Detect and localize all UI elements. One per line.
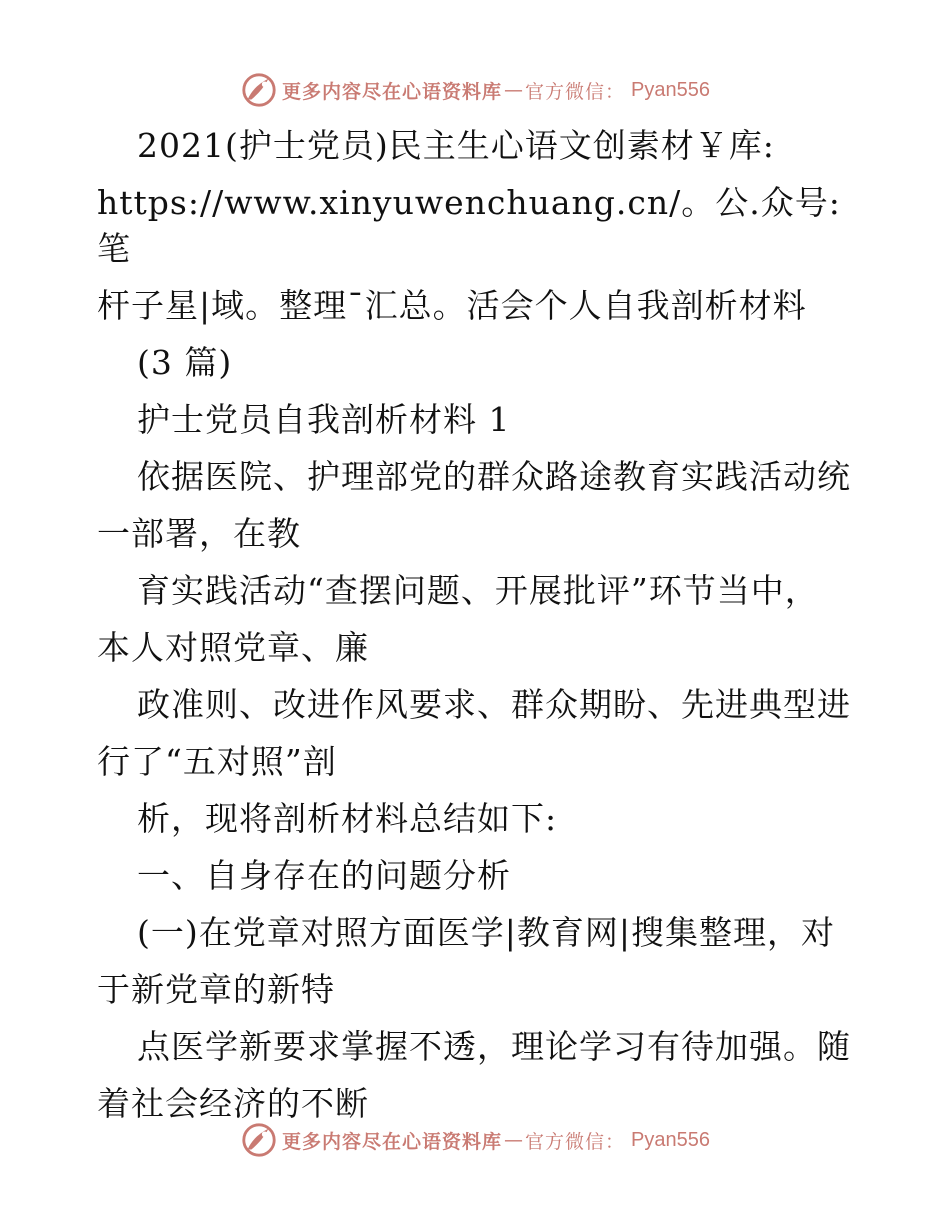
document-body <box>97 123 857 1127</box>
watermark-separator: — <box>504 1129 524 1151</box>
watermark-main-text: 更多内容尽在心语资料库 <box>282 80 503 103</box>
doc-line: 析，现将剖析材料总结如下: <box>137 799 558 838</box>
doc-line: (3 篇) <box>137 343 233 382</box>
doc-line: 一部署，在教 <box>97 514 301 553</box>
watermark-separator: — <box>504 79 524 101</box>
watermark-main-text: 更多内容尽在心语资料库 <box>282 1130 503 1153</box>
doc-line: 着社会经济的不断 <box>97 1084 369 1123</box>
header-watermark <box>0 70 950 110</box>
doc-line: 点医学新要求掌握不透，理论学习有待加强。随 <box>137 1027 851 1066</box>
watermark-wechat-id: Pyan556 <box>631 1128 710 1151</box>
doc-line: 2021(护士党员)民主生心语文创素材￥库: <box>137 126 775 165</box>
watermark-wechat-label: 官方微信： <box>525 80 626 103</box>
doc-line: 育实践活动“查摆问题、开展批评”环节当中， <box>137 571 819 610</box>
watermark-wechat-id: Pyan556 <box>631 78 710 101</box>
doc-line: 杆子星|域。整理¯汇总。活会个人自我剖析材料 <box>97 286 807 325</box>
doc-line: 护士党员自我剖析材料 1 <box>137 400 511 439</box>
doc-line: 行了“五对照”剖 <box>97 742 337 781</box>
doc-line: 一、自身存在的问题分析 <box>137 856 511 895</box>
doc-line: 政准则、改进作风要求、群众期盼、先进典型进 <box>137 685 851 724</box>
doc-line: https://www.xinyuwenchuang.cn/。公.众号: 笔 <box>97 183 853 268</box>
footer-watermark <box>0 1120 950 1160</box>
watermark-wechat-label: 官方微信： <box>525 1130 626 1153</box>
doc-line: 本人对照党章、廉 <box>97 628 369 667</box>
pen-logo-icon <box>240 1121 278 1159</box>
doc-line: (一)在党章对照方面医学|教育网|搜集整理，对 <box>137 913 835 952</box>
doc-line: 依据医院、护理部党的群众路途教育实践活动统 <box>137 457 851 496</box>
doc-line: 于新党章的新特 <box>97 970 335 1009</box>
pen-logo-icon <box>240 71 278 109</box>
